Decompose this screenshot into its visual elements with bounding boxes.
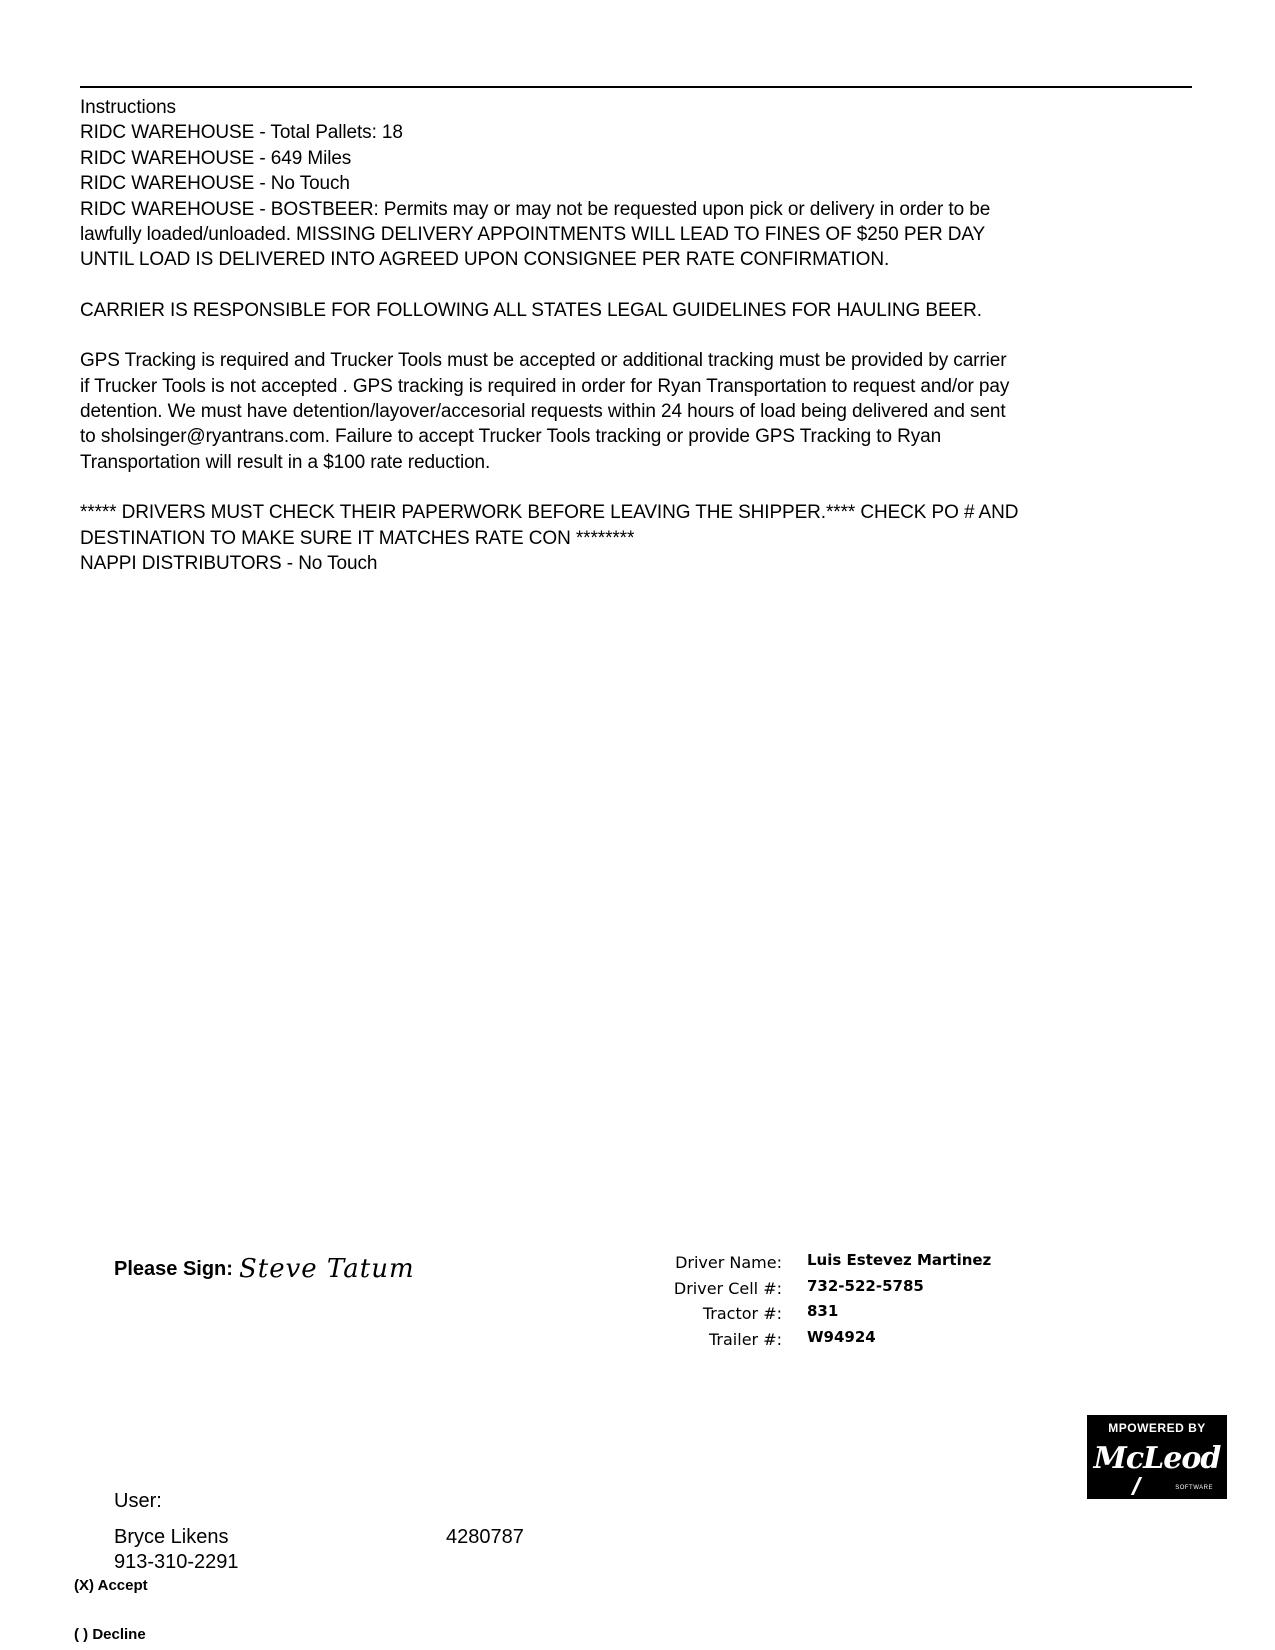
mcleod-logo bbox=[1087, 1415, 1227, 1499]
permits-line: UNTIL LOAD IS DELIVERED INTO AGREED UPON CONSIGNEE PER RATE CONFIRMATION. bbox=[80, 249, 890, 271]
gps-line: if Trucker Tools is not accepted . GPS tracking is required in order for Ryan Transportation to request and/or pay bbox=[80, 375, 1010, 397]
gps-line: to sholsinger@ryantrans.com. Failure to accept Trucker Tools tracking or provide GPS Tracking to Ryan bbox=[80, 426, 942, 448]
signature-field bbox=[114, 1254, 415, 1284]
user-name: Bryce Likens bbox=[114, 1526, 229, 1548]
carrier-line: CARRIER IS RESPONSIBLE FOR FOLLOWING ALL STATES LEGAL GUIDELINES FOR HAULING BEER. bbox=[80, 299, 982, 321]
drivers-line: DESTINATION TO MAKE SURE IT MATCHES RATE CON ******** bbox=[80, 527, 635, 549]
signature-label: Please Sign: bbox=[114, 1258, 233, 1280]
trailer-value: W94924 bbox=[807, 1327, 876, 1346]
trailer-row bbox=[660, 1327, 876, 1356]
logo-slash-icon bbox=[1131, 1477, 1142, 1495]
signature-name: Steve Tatum bbox=[238, 1254, 415, 1284]
driver-name-value: Luis Estevez Martinez bbox=[807, 1251, 992, 1269]
tractor-value: 831 bbox=[807, 1302, 839, 1320]
logo-software: SOFTWARE bbox=[1175, 1485, 1213, 1491]
gps-line: detention. We must have detention/layover/accesorial requests within 24 hours of load being delivered and sent bbox=[80, 401, 1006, 423]
nappi-line: NAPPI DISTRIBUTORS - No Touch bbox=[80, 553, 378, 575]
gps-line: GPS Tracking is required and Trucker Tools must be accepted or additional tracking must be provided by carrier bbox=[80, 350, 1007, 372]
header-rule bbox=[80, 86, 1192, 88]
no-touch-line: RIDC WAREHOUSE - No Touch bbox=[80, 173, 350, 195]
tractor-label: Tractor #: bbox=[702, 1304, 782, 1323]
logo-tagline: MPOWERED BY bbox=[1108, 1421, 1206, 1435]
decline-option[interactable]: ( ) Decline bbox=[74, 1626, 146, 1643]
driver-cell-row bbox=[660, 1276, 924, 1305]
load-number: 4280787 bbox=[446, 1526, 524, 1548]
instructions-heading: Instructions bbox=[80, 97, 176, 118]
tractor-row bbox=[660, 1302, 839, 1330]
pallets-line: RIDC WAREHOUSE - Total Pallets: 18 bbox=[80, 122, 403, 144]
instructions-block bbox=[80, 95, 1192, 577]
driver-cell-value: 732-522-5785 bbox=[807, 1276, 924, 1295]
driver-name-row bbox=[660, 1251, 992, 1279]
user-label: User: bbox=[114, 1490, 162, 1512]
trailer-label: Trailer #: bbox=[709, 1329, 782, 1349]
permits-line: lawfully loaded/unloaded. MISSING DELIVERY APPOINTMENTS WILL LEAD TO FINES OF $250 PER DAY bbox=[80, 224, 986, 246]
accept-option[interactable]: (X) Accept bbox=[74, 1577, 148, 1594]
gps-line: Transportation will result in a $100 rate reduction. bbox=[80, 451, 491, 473]
driver-cell-label: Driver Cell #: bbox=[673, 1278, 782, 1298]
drivers-line: ***** DRIVERS MUST CHECK THEIR PAPERWORK BEFORE LEAVING THE SHIPPER.**** CHECK PO # AND bbox=[80, 502, 1019, 524]
driver-name-label: Driver Name: bbox=[675, 1253, 782, 1272]
permits-line: RIDC WAREHOUSE - BOSTBEER: Permits may or may not be requested upon pick or delivery in order to be bbox=[80, 198, 991, 220]
logo-brand: McLeod bbox=[1093, 1441, 1221, 1476]
user-phone: 913-310-2291 bbox=[114, 1551, 239, 1573]
driver-info bbox=[660, 1251, 992, 1355]
miles-line: RIDC WAREHOUSE - 649 Miles bbox=[80, 147, 352, 169]
